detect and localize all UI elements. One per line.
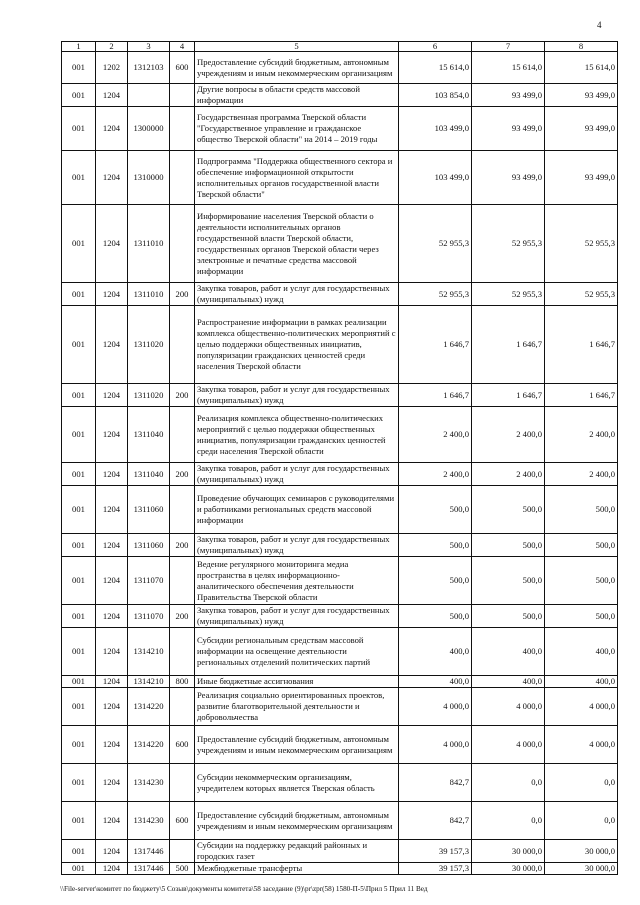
code-cell: 001 bbox=[62, 534, 96, 557]
amount-cell: 500,0 bbox=[545, 534, 618, 557]
table-row bbox=[62, 384, 618, 407]
code-cell: 1204 bbox=[96, 486, 128, 534]
amount-cell: 1 646,7 bbox=[545, 306, 618, 384]
amount-cell: 52 955,3 bbox=[399, 283, 472, 306]
code-cell: 1317446 bbox=[128, 840, 170, 863]
table-row bbox=[62, 726, 618, 764]
amount-cell: 0,0 bbox=[545, 802, 618, 840]
description-cell: Подпрограмма "Поддержка общественного сектора и обеспечение информационной открытости исполнительных органов государственной власти Тверской области" bbox=[195, 151, 399, 205]
amount-cell: 500,0 bbox=[399, 605, 472, 628]
header-cell: 7 bbox=[472, 42, 545, 52]
table-row bbox=[62, 628, 618, 676]
amount-cell: 842,7 bbox=[399, 764, 472, 802]
amount-cell: 52 955,3 bbox=[399, 205, 472, 283]
code-cell: 1311060 bbox=[128, 534, 170, 557]
code-cell: 1204 bbox=[96, 676, 128, 688]
table-row bbox=[62, 463, 618, 486]
amount-cell: 400,0 bbox=[545, 628, 618, 676]
description-cell: Информирование населения Тверской области о деятельности исполнительных органов государственной власти Тверской области, государственных органов Тверской области через электронные и печатные средства массовой информации bbox=[195, 205, 399, 283]
code-cell: 1311040 bbox=[128, 463, 170, 486]
code-cell: 001 bbox=[62, 863, 96, 875]
code-cell: 1202 bbox=[96, 52, 128, 84]
amount-cell: 0,0 bbox=[472, 764, 545, 802]
amount-cell: 52 955,3 bbox=[472, 283, 545, 306]
code-cell: 1311070 bbox=[128, 557, 170, 605]
code-cell: 1311040 bbox=[128, 407, 170, 463]
code-cell: 1310000 bbox=[128, 151, 170, 205]
amount-cell: 500,0 bbox=[399, 557, 472, 605]
code-cell: 1204 bbox=[96, 407, 128, 463]
description-cell: Реализация социально ориентированных проектов, развитие благотворительной деятельности и добровольчества bbox=[195, 688, 399, 726]
table-row bbox=[62, 306, 618, 384]
amount-cell: 500,0 bbox=[472, 486, 545, 534]
description-cell: Предоставление субсидий бюджетным, автономным учреждениям и иным некоммерческим организациям bbox=[195, 802, 399, 840]
table-row bbox=[62, 688, 618, 726]
amount-cell: 4 000,0 bbox=[399, 688, 472, 726]
code-cell: 001 bbox=[62, 151, 96, 205]
header-cell: 8 bbox=[545, 42, 618, 52]
header-cell: 4 bbox=[170, 42, 195, 52]
description-cell: Закупка товаров, работ и услуг для государственных (муниципальных) нужд bbox=[195, 463, 399, 486]
code-cell: 1311020 bbox=[128, 384, 170, 407]
code-cell: 600 bbox=[170, 726, 195, 764]
code-cell: 200 bbox=[170, 463, 195, 486]
description-cell: Проведение обучающих семинаров с руководителями и работниками региональных средств массовой информации bbox=[195, 486, 399, 534]
code-cell bbox=[170, 306, 195, 384]
amount-cell: 500,0 bbox=[399, 486, 472, 534]
table-row bbox=[62, 863, 618, 875]
amount-cell: 400,0 bbox=[545, 676, 618, 688]
code-cell: 1314220 bbox=[128, 688, 170, 726]
code-cell: 200 bbox=[170, 605, 195, 628]
amount-cell: 400,0 bbox=[399, 628, 472, 676]
code-cell bbox=[170, 840, 195, 863]
code-cell bbox=[170, 688, 195, 726]
code-cell: 001 bbox=[62, 676, 96, 688]
code-cell: 600 bbox=[170, 52, 195, 84]
description-cell: Закупка товаров, работ и услуг для государственных (муниципальных) нужд bbox=[195, 605, 399, 628]
table-row bbox=[62, 52, 618, 84]
amount-cell: 500,0 bbox=[399, 534, 472, 557]
code-cell: 001 bbox=[62, 688, 96, 726]
table-row bbox=[62, 407, 618, 463]
amount-cell: 2 400,0 bbox=[399, 463, 472, 486]
code-cell: 1317446 bbox=[128, 863, 170, 875]
code-cell bbox=[170, 407, 195, 463]
description-cell: Закупка товаров, работ и услуг для государственных (муниципальных) нужд bbox=[195, 283, 399, 306]
description-cell: Субсидии региональным средствам массовой информации на освещение деятельности региональных отделений политических партий bbox=[195, 628, 399, 676]
amount-cell: 39 157,3 bbox=[399, 840, 472, 863]
amount-cell: 4 000,0 bbox=[399, 726, 472, 764]
code-cell: 1311010 bbox=[128, 205, 170, 283]
header-cell: 5 bbox=[195, 42, 399, 52]
amount-cell: 0,0 bbox=[472, 802, 545, 840]
table-row bbox=[62, 486, 618, 534]
code-cell: 1204 bbox=[96, 84, 128, 107]
code-cell: 1204 bbox=[96, 306, 128, 384]
code-cell: 001 bbox=[62, 52, 96, 84]
code-cell: 1300000 bbox=[128, 107, 170, 151]
code-cell: 1204 bbox=[96, 688, 128, 726]
file-path-footer: \\File-server\комитет по бюджету\5 Созыв\документы комитета\58 заседание (9)\pr\zpr(58) 1580-П-5\Прил 5 Прил 11 Вед bbox=[60, 885, 428, 893]
amount-cell: 1 646,7 bbox=[399, 384, 472, 407]
amount-cell: 2 400,0 bbox=[472, 407, 545, 463]
table-row bbox=[62, 557, 618, 605]
table-row bbox=[62, 283, 618, 306]
code-cell: 001 bbox=[62, 486, 96, 534]
code-cell: 1204 bbox=[96, 863, 128, 875]
description-cell: Государственная программа Тверской области "Государственное управление и гражданское общество Тверской области" на 2014 – 2019 годы bbox=[195, 107, 399, 151]
description-cell: Другие вопросы в области средств массовой информации bbox=[195, 84, 399, 107]
header-cell: 2 bbox=[96, 42, 128, 52]
code-cell: 1204 bbox=[96, 802, 128, 840]
code-cell: 600 bbox=[170, 802, 195, 840]
code-cell bbox=[170, 486, 195, 534]
table-row bbox=[62, 764, 618, 802]
amount-cell: 500,0 bbox=[545, 557, 618, 605]
code-cell: 1312103 bbox=[128, 52, 170, 84]
amount-cell: 400,0 bbox=[472, 676, 545, 688]
amount-cell: 39 157,3 bbox=[399, 863, 472, 875]
code-cell: 200 bbox=[170, 534, 195, 557]
amount-cell: 30 000,0 bbox=[472, 863, 545, 875]
code-cell: 001 bbox=[62, 840, 96, 863]
code-cell: 500 bbox=[170, 863, 195, 875]
code-cell: 1204 bbox=[96, 384, 128, 407]
code-cell: 200 bbox=[170, 283, 195, 306]
amount-cell: 30 000,0 bbox=[545, 840, 618, 863]
description-cell: Ведение регулярного мониторинга медиа пространства в целях информационно-аналитического обеспечения деятельности Правительства Тверской области bbox=[195, 557, 399, 605]
amount-cell: 2 400,0 bbox=[472, 463, 545, 486]
code-cell: 001 bbox=[62, 306, 96, 384]
code-cell: 001 bbox=[62, 463, 96, 486]
description-cell: Иные бюджетные ассигнования bbox=[195, 676, 399, 688]
table-row bbox=[62, 107, 618, 151]
code-cell: 1314230 bbox=[128, 764, 170, 802]
code-cell: 1314220 bbox=[128, 726, 170, 764]
code-cell: 1204 bbox=[96, 107, 128, 151]
table-row bbox=[62, 605, 618, 628]
code-cell bbox=[170, 557, 195, 605]
description-cell: Распространение информации в рамках реализации комплекса общественно-политических мероприятий с целью поддержки общественных инициатив, популяризации гражданских ценностей среди населения Тверской области bbox=[195, 306, 399, 384]
code-cell bbox=[170, 107, 195, 151]
code-cell: 1204 bbox=[96, 557, 128, 605]
code-cell: 800 bbox=[170, 676, 195, 688]
amount-cell: 1 646,7 bbox=[472, 384, 545, 407]
table-row bbox=[62, 534, 618, 557]
amount-cell: 93 499,0 bbox=[472, 107, 545, 151]
code-cell bbox=[128, 84, 170, 107]
code-cell: 1204 bbox=[96, 764, 128, 802]
table-row bbox=[62, 802, 618, 840]
amount-cell: 500,0 bbox=[472, 605, 545, 628]
amount-cell: 52 955,3 bbox=[545, 205, 618, 283]
code-cell: 1204 bbox=[96, 283, 128, 306]
table-row bbox=[62, 676, 618, 688]
amount-cell: 2 400,0 bbox=[545, 463, 618, 486]
page-number: 4 bbox=[597, 20, 602, 30]
amount-cell: 30 000,0 bbox=[472, 840, 545, 863]
code-cell: 1311070 bbox=[128, 605, 170, 628]
amount-cell: 1 646,7 bbox=[545, 384, 618, 407]
amount-cell: 30 000,0 bbox=[545, 863, 618, 875]
amount-cell: 103 499,0 bbox=[399, 151, 472, 205]
budget-table bbox=[61, 41, 618, 875]
code-cell: 001 bbox=[62, 764, 96, 802]
amount-cell: 500,0 bbox=[472, 557, 545, 605]
code-cell: 1314210 bbox=[128, 628, 170, 676]
code-cell: 1204 bbox=[96, 463, 128, 486]
description-cell: Закупка товаров, работ и услуг для государственных (муниципальных) нужд bbox=[195, 534, 399, 557]
code-cell: 001 bbox=[62, 384, 96, 407]
table-row bbox=[62, 84, 618, 107]
amount-cell: 1 646,7 bbox=[472, 306, 545, 384]
header-cell: 1 bbox=[62, 42, 96, 52]
code-cell: 001 bbox=[62, 283, 96, 306]
table-row bbox=[62, 151, 618, 205]
code-cell: 1204 bbox=[96, 151, 128, 205]
code-cell: 1314230 bbox=[128, 802, 170, 840]
description-cell: Межбюджетные трансферты bbox=[195, 863, 399, 875]
table-row bbox=[62, 840, 618, 863]
amount-cell: 400,0 bbox=[399, 676, 472, 688]
amount-cell: 93 499,0 bbox=[472, 151, 545, 205]
description-cell: Предоставление субсидий бюджетным, автономным учреждениям и иным некоммерческим организациям bbox=[195, 52, 399, 84]
header-row bbox=[62, 42, 618, 52]
amount-cell: 500,0 bbox=[472, 534, 545, 557]
amount-cell: 2 400,0 bbox=[399, 407, 472, 463]
amount-cell: 842,7 bbox=[399, 802, 472, 840]
code-cell: 001 bbox=[62, 205, 96, 283]
table-row bbox=[62, 205, 618, 283]
code-cell: 1204 bbox=[96, 605, 128, 628]
amount-cell: 400,0 bbox=[472, 628, 545, 676]
description-cell: Субсидии некоммерческим организациям, учредителем которых является Тверская область bbox=[195, 764, 399, 802]
amount-cell: 4 000,0 bbox=[545, 726, 618, 764]
code-cell: 1314210 bbox=[128, 676, 170, 688]
description-cell: Субсидии на поддержку редакций районных и городских газет bbox=[195, 840, 399, 863]
code-cell bbox=[170, 84, 195, 107]
description-cell: Реализация комплекса общественно-политических мероприятий с целью поддержки общественных инициатив, популяризации гражданских ценностей среди населения Тверской области bbox=[195, 407, 399, 463]
header-cell: 6 bbox=[399, 42, 472, 52]
code-cell: 1204 bbox=[96, 840, 128, 863]
code-cell: 1311020 bbox=[128, 306, 170, 384]
amount-cell: 4 000,0 bbox=[472, 688, 545, 726]
code-cell: 001 bbox=[62, 557, 96, 605]
amount-cell: 0,0 bbox=[545, 764, 618, 802]
amount-cell: 93 499,0 bbox=[545, 84, 618, 107]
amount-cell: 93 499,0 bbox=[545, 107, 618, 151]
code-cell bbox=[170, 628, 195, 676]
amount-cell: 103 499,0 bbox=[399, 107, 472, 151]
code-cell: 001 bbox=[62, 84, 96, 107]
amount-cell: 500,0 bbox=[545, 605, 618, 628]
code-cell: 1204 bbox=[96, 534, 128, 557]
code-cell: 1204 bbox=[96, 628, 128, 676]
code-cell: 001 bbox=[62, 107, 96, 151]
amount-cell: 15 614,0 bbox=[472, 52, 545, 84]
code-cell bbox=[170, 205, 195, 283]
amount-cell: 93 499,0 bbox=[472, 84, 545, 107]
amount-cell: 52 955,3 bbox=[545, 283, 618, 306]
code-cell bbox=[170, 764, 195, 802]
amount-cell: 2 400,0 bbox=[545, 407, 618, 463]
description-cell: Закупка товаров, работ и услуг для государственных (муниципальных) нужд bbox=[195, 384, 399, 407]
code-cell: 001 bbox=[62, 726, 96, 764]
code-cell: 001 bbox=[62, 802, 96, 840]
code-cell: 001 bbox=[62, 628, 96, 676]
amount-cell: 15 614,0 bbox=[399, 52, 472, 84]
code-cell: 1204 bbox=[96, 205, 128, 283]
amount-cell: 103 854,0 bbox=[399, 84, 472, 107]
amount-cell: 93 499,0 bbox=[545, 151, 618, 205]
description-cell: Предоставление субсидий бюджетным, автономным учреждениям и иным некоммерческим организациям bbox=[195, 726, 399, 764]
amount-cell: 15 614,0 bbox=[545, 52, 618, 84]
code-cell: 1204 bbox=[96, 726, 128, 764]
amount-cell: 1 646,7 bbox=[399, 306, 472, 384]
code-cell: 001 bbox=[62, 605, 96, 628]
header-cell: 3 bbox=[128, 42, 170, 52]
code-cell: 001 bbox=[62, 407, 96, 463]
code-cell: 1311010 bbox=[128, 283, 170, 306]
amount-cell: 4 000,0 bbox=[472, 726, 545, 764]
code-cell: 200 bbox=[170, 384, 195, 407]
amount-cell: 500,0 bbox=[545, 486, 618, 534]
code-cell bbox=[170, 151, 195, 205]
code-cell: 1311060 bbox=[128, 486, 170, 534]
amount-cell: 52 955,3 bbox=[472, 205, 545, 283]
amount-cell: 4 000,0 bbox=[545, 688, 618, 726]
